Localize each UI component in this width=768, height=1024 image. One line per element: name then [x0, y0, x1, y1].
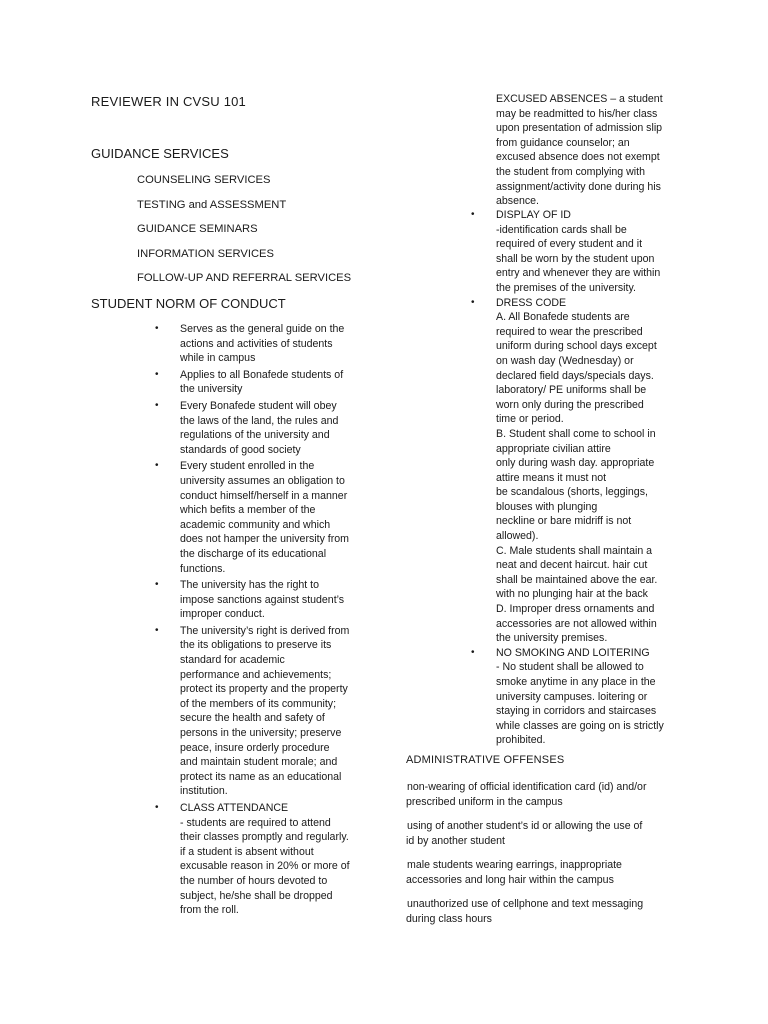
list-item: • DRESS CODE A. All Bonafede students are required to wear the prescribed uniform during school days except on wash day (Wednesday) or declared field days/specials days. laboratory/ PE uniforms shall be worn only during the prescribed time or period. B. Student shall come to school in appropriate civilian attire only during wash day. appropriate attire means it must not be scandalous (shorts, leggings, blouses with plunging neckline or bare midriff is not allowed). C. Male students shall maintain a neat and decent haircut. hair cut shall be maintained above the ear. with no plunging hair at the back D. Improper dress ornaments and accessories are not allowed within the university premises.	[471, 296, 658, 645]
bullet-icon: •	[471, 296, 475, 308]
bullet-icon: •	[155, 460, 159, 472]
document-title: REVIEWER IN CVSU 101	[91, 94, 246, 109]
list-item: GUIDANCE SEMINARS	[137, 223, 258, 236]
list-item: male students wearing earrings, inappropriate accessories and long hair within the campus	[406, 859, 622, 886]
list-item: • DISPLAY OF ID -identification cards shall be required of every student and it shall be worn by the student upon entry and whenever they are within the premises of the university.	[471, 209, 661, 294]
list-item: non-wearing of official identification card (id) and/or prescribed uniform in the campus	[406, 781, 647, 808]
bullet-icon: •	[155, 368, 159, 380]
norm-of-conduct-list	[155, 322, 370, 920]
bullet-icon: •	[471, 209, 475, 220]
guidance-services-heading: GUIDANCE SERVICES	[91, 146, 229, 161]
administrative-offenses-list	[406, 779, 706, 935]
list-item: INFORMATION SERVICES	[137, 247, 274, 260]
guidance-services-list	[136, 172, 351, 295]
bullet-icon: •	[471, 646, 475, 658]
bullet-icon: •	[155, 323, 159, 334]
list-item: FOLLOW-UP AND REFERRAL SERVICES	[137, 272, 352, 285]
list-item: • NO SMOKING AND LOITERING - No student shall be allowed to smoke anytime in any place in the university campuses. loitering or staying in corridors and staircases while classes are going on is strictly prohibited.	[471, 646, 664, 747]
excused-absences-paragraph: EXCUSED ABSENCES – a student may be readmitted to his/her class upon presentation of admission slip from guidance counselor; an excused absence does not exempt the student from complying with assignment/activity done during his absence.	[496, 93, 663, 208]
conduct-rules-list	[471, 208, 683, 748]
student-norm-heading: STUDENT NORM OF CONDUCT	[91, 296, 286, 311]
list-item: using of another student’s id or allowing the use of id by another student	[406, 820, 643, 847]
bullet-icon: •	[155, 399, 159, 411]
list-item: • The university’s right is derived from the its obligations to preserve its standard for academic performance and achievements; protect its property and the property of the members of its community; secure the health and safety of persons in the university; preserve peace, insure orderly procedure and maintain student morale; and protect its name as an educational institution.	[155, 624, 350, 798]
list-item: TESTING and ASSESSMENT	[137, 198, 287, 211]
administrative-offenses-heading: ADMINISTRATIVE OFFENSES	[406, 754, 565, 766]
bullet-icon: •	[155, 802, 159, 813]
bullet-icon: •	[155, 624, 159, 636]
list-item: • CLASS ATTENDANCE - students are required to attend their classes promptly and regularly. if a student is absent without excusable reason in 20% or more of the number of hours devoted to subject, he/she shall be dropped from the roll.	[155, 802, 350, 917]
list-item: • Applies to all Bonafede students of the university	[155, 368, 344, 396]
list-item: • Every student enrolled in the university assumes an obligation to conduct himself/herself in a manner which befits a member of the academic community and which does not hamper the university from the discharge of its educational functions.	[155, 460, 349, 575]
list-item: • The university has the right to impose sanctions against student’s improper conduct.	[155, 579, 345, 621]
list-item: COUNSELING SERVICES	[137, 174, 271, 186]
bullet-icon: •	[155, 579, 159, 591]
list-item: • Serves as the general guide on the actions and activities of students while in campus	[155, 323, 345, 365]
list-item: unauthorized use of cellphone and text messaging during class hours	[406, 898, 644, 925]
list-item: • Every Bonafede student will obey the laws of the land, the rules and regulations of the university and standards of good society	[155, 399, 339, 456]
